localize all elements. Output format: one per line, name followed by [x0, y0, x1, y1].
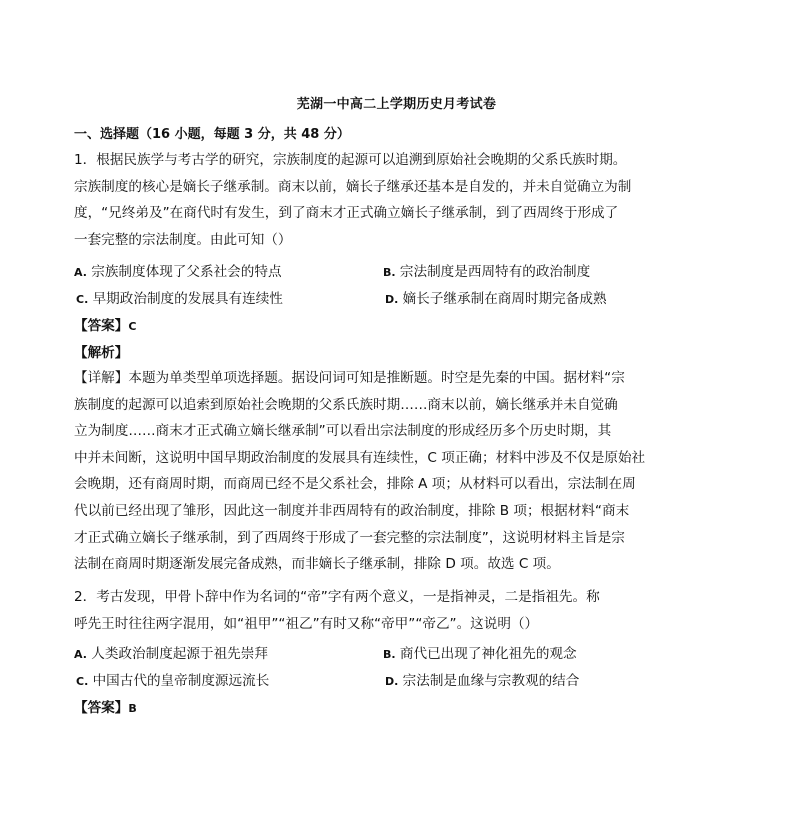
question-1-stem: [74, 147, 659, 253]
question-1-option-c: [76, 287, 283, 307]
answer-label: 【答案】: [74, 318, 129, 334]
option-text: 嫡长子继承制在商周时期完备成熟: [402, 291, 607, 307]
option-text: 商代已出现了神化祖先的观念: [399, 646, 577, 662]
option-letter: B.: [383, 648, 396, 661]
option-text: 中国古代的皇帝制度源远流长: [92, 673, 270, 689]
detail-line: 代以前已经出现了雏形，因此这一制度并非西周特有的政治制度，排除 B 项；根据材料“商末: [74, 502, 630, 519]
answer-value: B: [128, 702, 137, 715]
option-text: 宗法制度是西周特有的政治制度: [399, 264, 591, 280]
option-text: 宗族制度体现了父系社会的特点: [91, 264, 282, 280]
detail-line: 【详解】本题为单类型单项选择题。据设问词可知是推断题。时空是先秦的中国。据材料“宗: [74, 370, 625, 386]
option-letter: D.: [385, 675, 399, 688]
option-text: 宗法制是血缘与宗教观的结合: [402, 673, 580, 689]
option-letter: C.: [76, 675, 89, 688]
detail-line: 法制在商周时期逐渐发展完备成熟，而非嫡长子继承制，排除 D 项。故选 C 项。: [74, 556, 560, 573]
question-2-stem: [74, 584, 659, 637]
question-2-option-a: [74, 642, 268, 662]
question-2-option-d: [385, 669, 579, 689]
question-1-line: 宗族制度的核心是嫡长子继承制。商末以前，嫡长子继承还基本是自发的，并未自觉确立为制: [74, 178, 632, 195]
question-2-answer: [74, 696, 137, 716]
option-letter: D.: [385, 293, 399, 306]
option-text: 人类政治制度起源于祖先崇拜: [91, 646, 268, 662]
detail-line: 立为制度……商末才正式确立嫡长继承制”可以看出宗法制度的形成经历多个历史时期，其: [74, 423, 612, 440]
option-letter: C.: [76, 293, 89, 306]
question-2-option-b: [383, 642, 577, 662]
question-2-line: 呼先王时往往两字混用，如“祖甲”“祖乙”有时又称“帝甲”“帝乙”。这说明（）: [74, 615, 539, 632]
answer-label: 【答案】: [74, 700, 129, 716]
detail-line: 会晚期，还有商周时期，而商周已经不是父系社会，排除 A 项；从材料可以看出，宗法制在周: [74, 476, 636, 493]
question-1-line: 1．根据民族学与考古学的研究，宗族制度的起源可以追溯到原始社会晚期的父系氏族时期。: [74, 152, 627, 168]
question-1-option-b: [383, 260, 590, 280]
detail-line: 族制度的起源可以追索到原始社会晚期的父系氏族时期……商末以前，嫡长继承并未自觉确: [74, 396, 618, 413]
option-letter: B.: [383, 266, 396, 279]
option-text: 早期政治制度的发展具有连续性: [92, 291, 283, 307]
option-letter: A.: [74, 648, 87, 661]
question-2-line: 2．考古发现，甲骨卜辞中作为名词的“帝”字有两个意义，一是指神灵，二是指祖先。称: [74, 589, 600, 605]
question-1-option-d: [385, 287, 607, 307]
question-1-line: 一套完整的宗法制度。由此可知（）: [74, 231, 292, 248]
question-1-analysis-label: 【解析】: [74, 345, 129, 361]
question-1-answer: [74, 314, 136, 334]
detail-line: 中并未间断，这说明中国早期政治制度的发展具有连续性，C 项正确；材料中涉及不仅是原始社: [74, 449, 646, 466]
question-2-option-c: [76, 669, 269, 689]
answer-value: C: [128, 320, 137, 333]
option-letter: A.: [74, 266, 87, 279]
page-title: 芜湖一中高二上学期历史月考试卷: [296, 97, 497, 112]
detail-line: 才正式确立嫡长子继承制，到了西周终于形成了一套完整的宗法制度”，这说明材料主旨是宗: [74, 529, 625, 546]
question-1-detail: [74, 365, 659, 578]
question-1-option-a: [74, 260, 282, 280]
question-1-line: 度，“兄终弟及”在商代时有发生，到了商末才正式确立嫡长子继承制，到了西周终于形成了: [74, 205, 619, 222]
section-heading: 一、选择题（16 小题，每题 3 分，共 48 分）: [74, 127, 350, 142]
